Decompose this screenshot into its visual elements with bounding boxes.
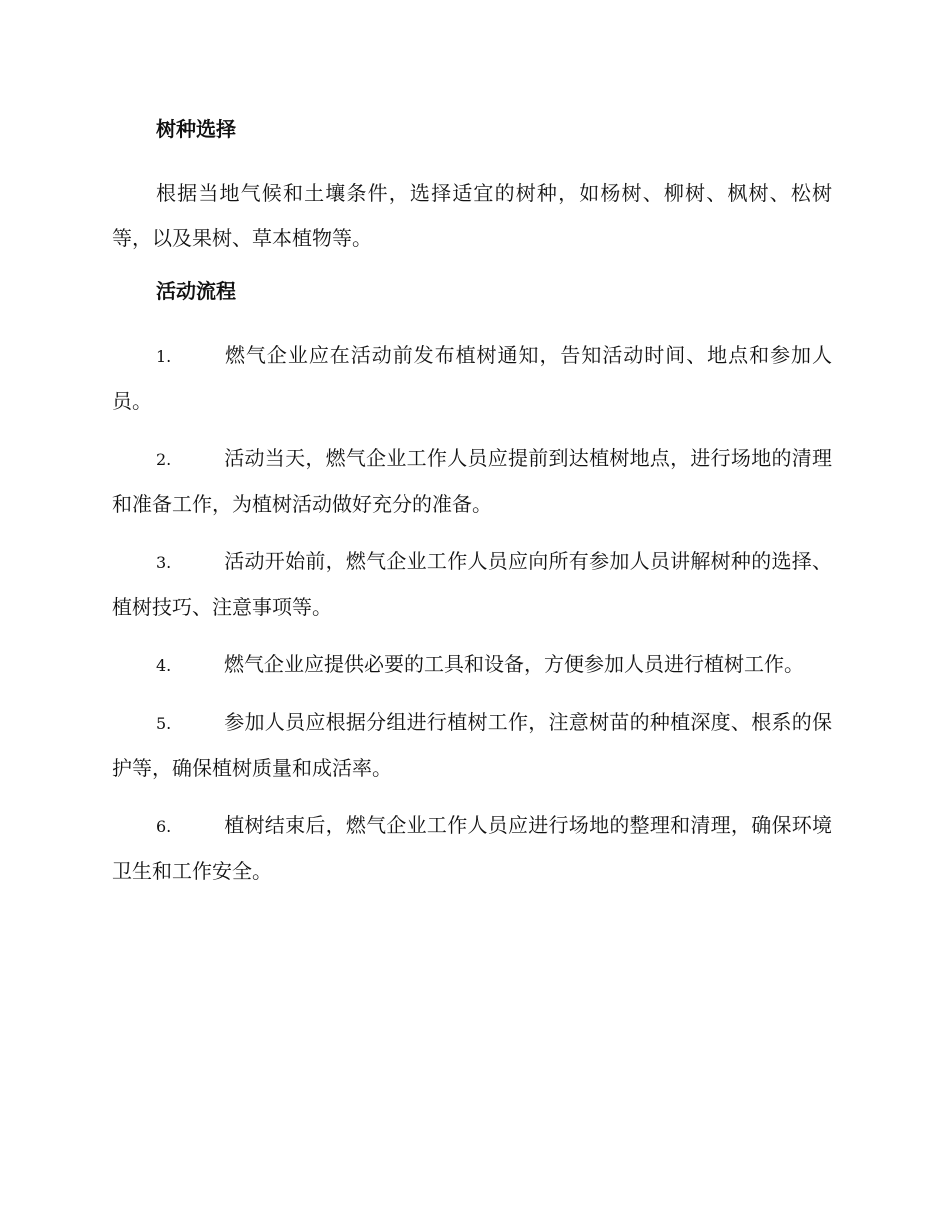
list-item-number: 3. [156,553,172,572]
list-item-text: 活动开始前，燃气企业工作人员应向所有参加人员讲解树种的选择、植树技巧、注意事项等。 [112,549,832,619]
list-item [112,642,832,688]
list-item [112,803,832,894]
list-item [112,436,832,527]
list-item [112,333,832,424]
list-item-number: 1. [156,347,172,366]
list-item-number: 2. [156,450,172,469]
section-heading-tree-selection: 树种选择 [156,117,236,141]
list-item-number: 4. [156,656,172,675]
list-item [112,539,832,630]
list-item-text: 活动当天，燃气企业工作人员应提前到达植树地点，进行场地的清理和准备工作，为植树活动做好充分的准备。 [112,446,832,516]
list-item-number: 5. [156,714,172,733]
list-item-text: 燃气企业应在活动前发布植树通知，告知活动时间、地点和参加人员。 [112,343,832,413]
list-item-text: 燃气企业应提供必要的工具和设备，方便参加人员进行植树工作。 [224,652,804,676]
section-heading-activity-flow: 活动流程 [156,279,236,303]
activity-flow-list [112,333,832,894]
list-item-number: 6. [156,817,172,836]
list-item-text: 植树结束后，燃气企业工作人员应进行场地的整理和清理，确保环境卫生和工作安全。 [112,813,832,883]
list-item-text: 参加人员应根据分组进行植树工作，注意树苗的种植深度、根系的保护等，确保植树质量和成活率。 [112,710,832,780]
tree-selection-paragraph: 根据当地气候和土壤条件，选择适宜的树种，如杨树、柳树、枫树、松树等，以及果树、草本植物等。 [112,181,832,250]
list-item [112,700,832,791]
